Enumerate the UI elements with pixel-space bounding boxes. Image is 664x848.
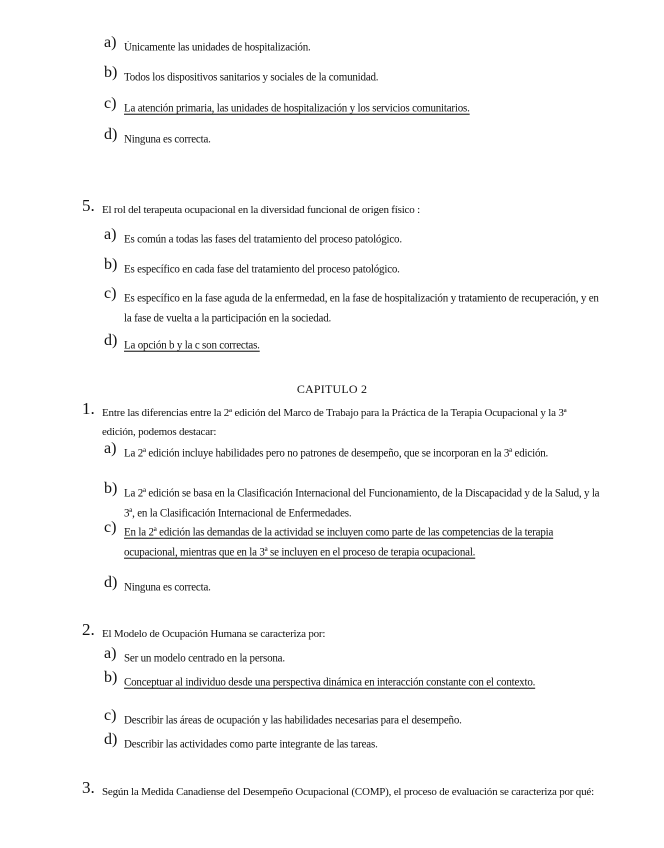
question-number: 5.	[82, 196, 95, 215]
option-b	[104, 480, 604, 522]
option-text: Es específico en cada fase del tratamiento del proceso patológico.	[124, 263, 400, 276]
option-letter: a)	[104, 440, 117, 457]
option-c-correct	[104, 95, 604, 118]
option-letter: b)	[104, 64, 118, 81]
option-letter: a)	[104, 645, 117, 662]
option-text: Únicamente las unidades de hospitalización.	[124, 41, 311, 54]
question-text: Entre las diferencias entre la 2ª edición del Marco de Trabajo para la Práctica de la Terapia Ocupacional y la 3ª edición, podemos destacar:	[102, 407, 567, 438]
option-text: Describir las actividades como parte integrante de las tareas.	[124, 738, 378, 751]
option-text: En la 2ª edición las demandas de la actividad se incluyen como parte de las competencias de la terapia ocupacional, mientras que en la 3ª se incluyen en el proceso de terapia ocupacional.	[124, 526, 554, 559]
question-text: Según la Medida Canadiense del Desempeño Ocupacional (COMP), el proceso de evaluación se caracteriza por qué:	[102, 786, 594, 798]
option-letter: b)	[104, 480, 118, 497]
option-text: La 2ª edición se basa en la Clasificación Internacional del Funcionamiento, de la Discapacidad y de la Salud, y la 3ª, en la Clasificación Internacional de Enfermedades.	[124, 487, 600, 520]
option-text: Ser un modelo centrado en la persona.	[124, 652, 285, 665]
option-letter: a)	[104, 34, 117, 51]
option-text: Es específico en la fase aguda de la enfermedad, en la fase de hospitalización y tratamiento de recuperación, y en la fase de vuelta a la participación en la sociedad.	[124, 292, 599, 325]
option-letter: c)	[104, 707, 117, 724]
option-text: La opción b y la c son correctas.	[124, 339, 260, 352]
option-letter: c)	[104, 285, 117, 302]
question-1	[82, 399, 602, 442]
option-letter: d)	[104, 574, 118, 591]
option-b	[104, 64, 604, 87]
option-letter: c)	[104, 95, 117, 112]
option-d	[104, 574, 604, 597]
option-text: Es común a todas las fases del tratamiento del proceso patológico.	[124, 233, 402, 246]
option-text: La 2ª edición incluye habilidades pero no patrones de desempeño, que se incorporan en la 3ª edición.	[124, 447, 549, 460]
option-b-correct	[104, 669, 604, 692]
option-a	[104, 645, 604, 668]
option-a	[104, 226, 604, 249]
option-a	[104, 34, 604, 57]
question-number: 2.	[82, 620, 95, 639]
option-text: Conceptuar al individuo desde una perspectiva dinámica en interacción constante con el contexto.	[124, 676, 536, 689]
question-3	[82, 778, 602, 802]
option-letter: a)	[104, 226, 117, 243]
option-letter: d)	[104, 731, 118, 748]
option-d	[104, 731, 604, 754]
option-text: Todos los dispositivos sanitarios y sociales de la comunidad.	[124, 71, 379, 84]
option-letter: d)	[104, 332, 118, 349]
option-a	[104, 440, 604, 463]
option-c-correct	[104, 519, 604, 561]
option-d	[104, 126, 604, 149]
option-text: La atención primaria, las unidades de hospitalización y los servicios comunitarios.	[124, 102, 470, 115]
option-text: Describir las áreas de ocupación y las habilidades necesarias para el desempeño.	[124, 714, 462, 727]
option-b	[104, 256, 604, 279]
question-number: 1.	[82, 399, 95, 418]
option-letter: c)	[104, 519, 117, 536]
option-text: Ninguna es correcta.	[124, 133, 211, 146]
question-2	[82, 620, 602, 644]
chapter-heading: CAPITULO 2	[296, 382, 368, 396]
question-text: El rol del terapeuta ocupacional en la diversidad funcional de origen físico :	[102, 204, 420, 216]
question-5	[82, 196, 602, 220]
option-c	[104, 707, 604, 730]
option-letter: b)	[104, 256, 118, 273]
option-d-correct	[104, 332, 604, 355]
option-letter: d)	[104, 126, 118, 143]
option-c	[104, 285, 604, 327]
question-number: 3.	[82, 778, 95, 797]
option-letter: b)	[104, 669, 118, 686]
option-text: Ninguna es correcta.	[124, 581, 211, 594]
question-text: El Modelo de Ocupación Humana se caracteriza por:	[102, 628, 326, 640]
